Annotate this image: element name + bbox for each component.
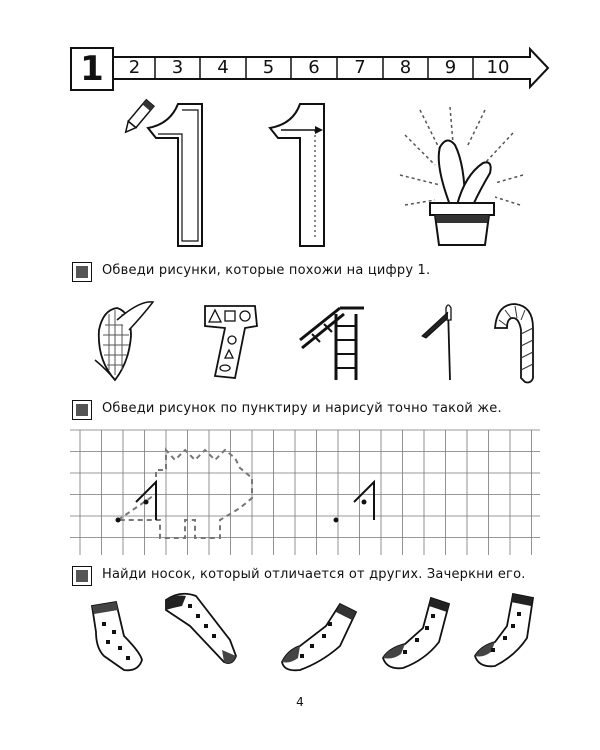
number-cell: 8 [399, 57, 412, 78]
ladder-icon[interactable] [290, 300, 375, 385]
trace-digit-one [265, 98, 335, 253]
sock-item[interactable] [270, 600, 365, 675]
task-marker-icon [72, 400, 92, 420]
needle-icon[interactable] [410, 300, 460, 385]
task-text: Обведи рисунки, которые похожи на цифру 1. [102, 263, 431, 278]
task-text: Найди носок, который отличается от других. Зачеркни его. [102, 567, 526, 582]
number-cell: 5 [262, 57, 275, 78]
number-cell: 2 [128, 57, 141, 78]
task-marker-icon [72, 566, 92, 586]
number-cell: 7 [354, 57, 366, 78]
task-marker-icon [72, 262, 92, 282]
sock-item[interactable] [375, 592, 465, 675]
sock-item[interactable] [465, 590, 550, 675]
number-cell: 6 [308, 57, 320, 78]
current-digit-box: 1 [70, 47, 114, 91]
shapes-figure-icon[interactable] [195, 300, 265, 385]
sock-item[interactable] [160, 590, 250, 675]
number-cell: 10 [486, 57, 510, 78]
number-cell: 4 [217, 57, 229, 78]
candy-cane-icon[interactable] [485, 298, 545, 385]
pencil-icon [118, 97, 158, 142]
page-number: 4 [296, 695, 304, 709]
corn-icon[interactable] [85, 300, 155, 385]
number-cell: 9 [444, 57, 457, 78]
task-text: Обведи рисунок по пунктиру и нарисуй точно такой же. [102, 401, 502, 416]
cactus-illustration [395, 105, 530, 255]
number-cell: 3 [171, 57, 184, 78]
number-line [70, 47, 550, 89]
drawing-grid[interactable] [70, 430, 540, 555]
